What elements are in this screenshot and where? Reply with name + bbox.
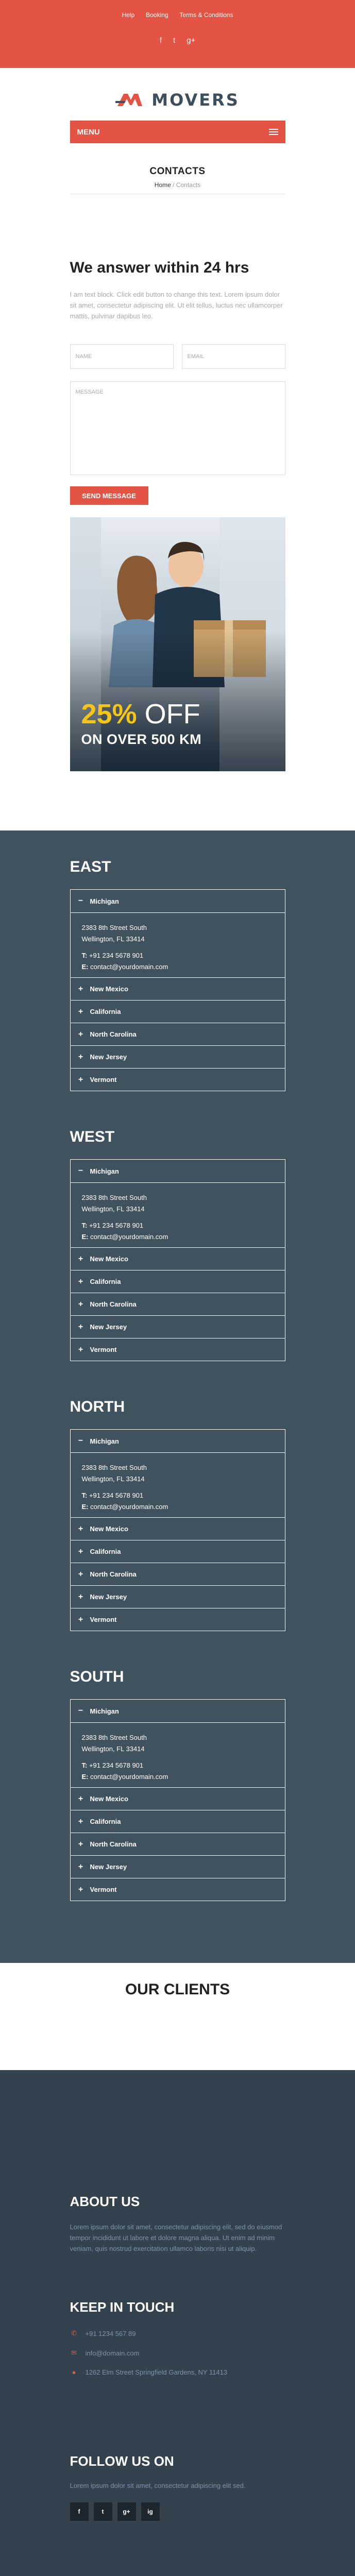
address-line-1: 2383 8th Street South	[81, 1194, 147, 1201]
region-accordion	[70, 1159, 285, 1361]
accordion-label: New Jersey	[90, 1593, 127, 1601]
accordion-label: North Carolina	[90, 1300, 137, 1308]
phone-line	[82, 1490, 274, 1501]
breadcrumb-separator: /	[171, 181, 176, 189]
accordion-item[interactable]	[71, 1270, 285, 1293]
plus-icon: +	[78, 1615, 83, 1624]
promo-percent: 25%	[81, 699, 137, 730]
top-social	[0, 36, 355, 45]
email-label: E:	[81, 1503, 89, 1511]
promo-banner[interactable]	[70, 517, 285, 771]
accordion-label: New Jersey	[90, 1863, 127, 1871]
promo-text	[81, 699, 202, 748]
email-line	[82, 1501, 274, 1513]
plus-icon: +	[78, 1839, 83, 1849]
email-line	[82, 1231, 274, 1243]
phone-label: T:	[81, 1761, 88, 1769]
plus-icon: +	[78, 1547, 83, 1556]
google-plus-icon[interactable]: g+	[117, 2502, 136, 2521]
accordion-label: California	[90, 1008, 121, 1015]
facebook-icon[interactable]: f	[159, 36, 162, 45]
accordion-item-open[interactable]	[71, 1700, 285, 1722]
accordion-item[interactable]	[71, 1000, 285, 1023]
top-links	[0, 11, 355, 19]
clients-heading: OUR CLIENTS	[125, 1981, 230, 1998]
accordion-item[interactable]	[71, 1787, 285, 1810]
minus-icon: −	[78, 1706, 83, 1715]
instagram-icon[interactable]: ig	[141, 2502, 160, 2521]
accordion-item[interactable]	[71, 1608, 285, 1631]
keep-heading: KEEP IN TOUCH	[70, 2299, 175, 2315]
footer-about	[70, 2194, 285, 2254]
footer-phone-value[interactable]: +91 1234 567 89	[85, 2329, 136, 2337]
phone-label: T:	[81, 952, 88, 959]
accordion-label: North Carolina	[90, 1030, 137, 1038]
top-link-booking[interactable]: Booking	[146, 11, 168, 19]
accordion-label: North Carolina	[90, 1570, 137, 1578]
contact-intro: I am text block. Click edit button to change this text. Lorem ipsum dolor sit amet, consectetur adipiscing elit. Ut elit tellus, luctus nec ullamcorper mattis, pulvinar dapibus leo.	[70, 291, 283, 320]
region-west	[70, 1128, 285, 1361]
accordion-item[interactable]	[71, 1878, 285, 1901]
envelope-icon: ✉	[71, 2349, 77, 2357]
plus-icon: +	[78, 1254, 83, 1263]
phone-line	[82, 950, 274, 961]
accordion-label: New Mexico	[90, 1795, 128, 1803]
phone-label: T:	[81, 1222, 88, 1229]
phone-value: +91 234 5678 901	[87, 1492, 144, 1499]
about-text: Lorem ipsum dolor sit amet, consectetur adipiscing elit, sed do eiusmod tempor incididunt ut labore et dolore magna aliqua. Ut enim ad minim veniam, quis nostrud exercitation ullamco laboris nisi ut aliquip.	[70, 2223, 282, 2252]
accordion-body	[71, 912, 285, 977]
accordion-item[interactable]	[71, 1585, 285, 1608]
accordion-item[interactable]	[71, 1563, 285, 1585]
address-line-1: 2383 8th Street South	[81, 1464, 147, 1471]
accordion-label: Vermont	[90, 1616, 117, 1623]
accordion-label: New Jersey	[90, 1053, 127, 1061]
address-line-2: Wellington, FL 33414	[81, 1475, 145, 1483]
accordion-item[interactable]	[71, 1540, 285, 1563]
region-heading: SOUTH	[70, 1668, 124, 1685]
plus-icon: +	[78, 1794, 83, 1803]
promo-discount	[81, 699, 202, 730]
accordion-label: California	[90, 1278, 121, 1285]
breadcrumb-home[interactable]: Home	[154, 181, 171, 189]
accordion-label: New Mexico	[90, 985, 128, 993]
promo-off: OFF	[137, 699, 200, 730]
plus-icon: +	[78, 1299, 83, 1309]
facebook-icon[interactable]: f	[70, 2502, 89, 2521]
accordion-label: Vermont	[90, 1886, 117, 1893]
accordion-item[interactable]	[71, 1293, 285, 1315]
region-south	[70, 1668, 285, 1901]
email-value[interactable]: contact@yourdomain.com	[88, 963, 168, 971]
accordion-item[interactable]	[71, 977, 285, 1000]
accordion-label: Michigan	[90, 1437, 119, 1445]
phone-value: +91 234 5678 901	[87, 952, 144, 959]
plus-icon: +	[78, 1345, 83, 1354]
accordion-label: California	[90, 1818, 121, 1825]
plus-icon: +	[78, 1029, 83, 1039]
phone-label: T:	[81, 1492, 88, 1499]
plus-icon: +	[78, 1052, 83, 1061]
region-heading: EAST	[70, 858, 111, 875]
footer-phone	[70, 2329, 285, 2337]
accordion-label: New Mexico	[90, 1525, 128, 1533]
plus-icon: +	[78, 1885, 83, 1894]
address-line-1: 2383 8th Street South	[81, 924, 147, 931]
accordion-item-open[interactable]	[71, 890, 285, 912]
message-field[interactable]: MESSAGE	[70, 381, 285, 475]
address-line-2: Wellington, FL 33414	[81, 935, 145, 943]
accordion-body	[71, 1722, 285, 1787]
phone-line	[82, 1760, 274, 1771]
accordion-label: New Jersey	[90, 1323, 127, 1331]
region-accordion	[70, 1699, 285, 1901]
breadcrumb	[70, 181, 285, 189]
accordion-body	[71, 1182, 285, 1247]
footer-email-value[interactable]: info@domain.com	[85, 2349, 140, 2357]
region-heading: NORTH	[70, 1398, 125, 1415]
contact-section	[70, 259, 285, 505]
accordion-item[interactable]	[71, 1517, 285, 1540]
region-heading: WEST	[70, 1128, 115, 1145]
plus-icon: +	[78, 1569, 83, 1579]
follow-heading: FOLLOW US ON	[70, 2453, 174, 2469]
plus-icon: +	[78, 1007, 83, 1016]
logo[interactable]	[70, 90, 285, 110]
accordion-item[interactable]	[71, 1810, 285, 1833]
site-header	[70, 90, 285, 194]
plus-icon: +	[78, 1277, 83, 1286]
phone-value: +91 234 5678 901	[87, 1222, 144, 1229]
plus-icon: +	[78, 984, 83, 993]
menu-bar[interactable]	[70, 121, 285, 143]
accordion-item[interactable]	[71, 1338, 285, 1361]
about-heading: ABOUT US	[70, 2194, 140, 2209]
plus-icon: +	[78, 1075, 83, 1084]
truck-logo-icon	[115, 91, 147, 109]
form-row	[70, 344, 285, 369]
page-title-block	[70, 166, 285, 194]
breadcrumb-current: Contacts	[176, 181, 201, 189]
email-label: E:	[81, 1233, 89, 1241]
minus-icon: −	[78, 1436, 83, 1445]
accordion-item-open[interactable]	[71, 1430, 285, 1452]
contact-heading: We answer within 24 hrs	[70, 259, 249, 276]
menu-label: MENU	[77, 127, 100, 137]
map-pin-icon: ●	[72, 2368, 76, 2376]
accordion-label: Vermont	[90, 1346, 117, 1353]
accordion-item[interactable]	[71, 1833, 285, 1855]
email-field[interactable]: EMAIL	[182, 344, 285, 369]
promo-subtitle: ON OVER 500 KM	[81, 732, 202, 747]
email-label: E:	[81, 1773, 89, 1781]
address-line-2: Wellington, FL 33414	[81, 1205, 145, 1213]
clients-section	[0, 1963, 355, 2070]
email-line	[82, 1771, 274, 1783]
minus-icon: −	[78, 896, 83, 905]
region-north	[70, 1398, 285, 1631]
twitter-icon[interactable]: t	[94, 2502, 112, 2521]
accordion-label: North Carolina	[90, 1840, 137, 1848]
email-line	[82, 961, 274, 973]
minus-icon: −	[78, 1166, 83, 1175]
plus-icon: +	[78, 1322, 83, 1331]
plus-icon: +	[78, 1817, 83, 1826]
footer-email	[70, 2349, 285, 2357]
phone-value: +91 234 5678 901	[87, 1761, 144, 1769]
accordion-item[interactable]	[71, 1247, 285, 1270]
accordion-label: New Mexico	[90, 1255, 128, 1263]
address-line-1: 2383 8th Street South	[81, 1734, 147, 1741]
top-link-help[interactable]: Help	[122, 11, 135, 19]
region-accordion	[70, 1429, 285, 1631]
accordion-item[interactable]	[71, 1068, 285, 1091]
page-title: CONTACTS	[149, 166, 206, 177]
phone-icon: ✆	[71, 2329, 77, 2337]
regions-section	[0, 831, 355, 1963]
accordion-label: Michigan	[90, 897, 119, 905]
email-value[interactable]: contact@yourdomain.com	[88, 1503, 168, 1511]
send-message-button[interactable]: SEND MESSAGE	[70, 486, 148, 505]
twitter-icon[interactable]: t	[173, 36, 176, 45]
plus-icon: +	[78, 1862, 83, 1871]
accordion-item[interactable]	[71, 1023, 285, 1045]
brand-name: MOVERS	[151, 90, 240, 110]
name-field[interactable]: NAME	[70, 344, 174, 369]
accordion-item[interactable]	[71, 1315, 285, 1338]
top-bar	[0, 0, 355, 68]
email-label: E:	[81, 963, 89, 971]
accordion-item-open[interactable]	[71, 1160, 285, 1182]
top-link-terms[interactable]: Terms & Conditions	[179, 11, 233, 19]
footer-address-value: 1262 Elm Street Springfield Gardens, NY 11413	[85, 2368, 228, 2376]
plus-icon: +	[78, 1524, 83, 1533]
footer-keep-in-touch	[70, 2299, 285, 2376]
accordion-item[interactable]	[71, 1855, 285, 1878]
address-line-2: Wellington, FL 33414	[81, 1745, 145, 1753]
phone-line	[82, 1220, 274, 1231]
footer-follow	[70, 2453, 285, 2521]
plus-icon: +	[78, 1592, 83, 1601]
footer	[0, 2070, 355, 2576]
follow-text: Lorem ipsum dolor sit amet, consectetur adipiscing elit sed.	[70, 2482, 246, 2489]
accordion-item[interactable]	[71, 1045, 285, 1068]
accordion-label: California	[90, 1548, 121, 1555]
region-accordion	[70, 889, 285, 1091]
google-plus-icon[interactable]: g+	[187, 36, 196, 45]
accordion-label: Michigan	[90, 1167, 119, 1175]
footer-address	[70, 2368, 285, 2376]
region-east	[70, 858, 285, 1091]
accordion-label: Vermont	[90, 1076, 117, 1083]
footer-socials	[70, 2502, 285, 2521]
accordion-label: Michigan	[90, 1707, 119, 1715]
accordion-body	[71, 1452, 285, 1517]
hamburger-icon[interactable]	[269, 129, 278, 135]
email-value[interactable]: contact@yourdomain.com	[88, 1233, 168, 1241]
email-value[interactable]: contact@yourdomain.com	[88, 1773, 168, 1781]
